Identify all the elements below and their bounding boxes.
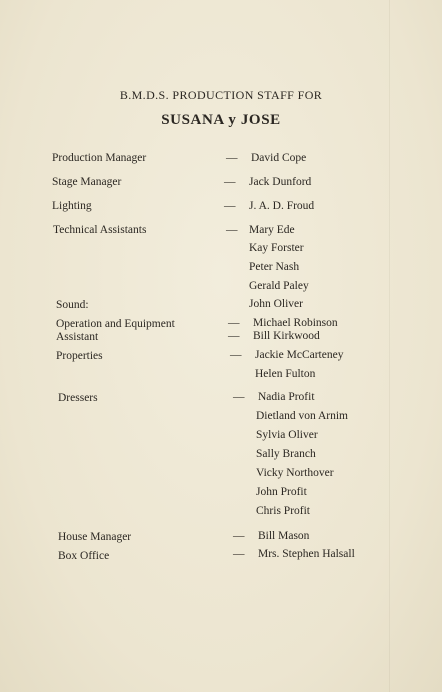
name-technical-assistant: Mary Ede — [249, 224, 295, 236]
production-title: SUSANA y JOSE — [161, 112, 281, 128]
role-box-office: Box Office — [58, 550, 110, 562]
dash: — — [226, 224, 238, 236]
role-properties: Properties — [56, 350, 103, 362]
name-operation-and-equipment: Michael Robinson — [253, 317, 338, 329]
name-dresser: Nadia Profit — [258, 391, 315, 403]
name-house-manager: Bill Mason — [258, 530, 310, 542]
name-technical-assistant: Peter Nash — [249, 261, 300, 273]
dash: — — [230, 349, 242, 361]
name-technical-assistant: Kay Forster — [249, 242, 304, 254]
role-assistant: Assistant — [56, 331, 99, 343]
role-house-manager: House Manager — [58, 531, 132, 543]
dash: — — [233, 548, 245, 560]
role-dressers: Dressers — [58, 392, 98, 404]
name-dresser: Dietland von Arnim — [256, 410, 348, 422]
name-properties: Helen Fulton — [255, 368, 316, 380]
dash: — — [224, 176, 236, 188]
name-box-office: Mrs. Stephen Halsall — [258, 548, 355, 560]
role-stage-manager: Stage Manager — [52, 176, 122, 188]
role-lighting: Lighting — [52, 200, 92, 212]
name-lighting: J. A. D. Froud — [249, 200, 315, 212]
name-sound: John Oliver — [249, 298, 303, 310]
name-dresser: Chris Profit — [256, 505, 310, 517]
dash: — — [228, 317, 240, 329]
name-stage-manager: Jack Dunford — [249, 176, 312, 188]
dash: — — [226, 152, 238, 164]
name-assistant: Bill Kirkwood — [253, 330, 320, 342]
dash: — — [233, 391, 245, 403]
name-dresser: John Profit — [256, 486, 307, 498]
role-sound: Sound: — [56, 299, 89, 311]
name-dresser: Sally Branch — [256, 448, 316, 460]
name-dresser: Sylvia Oliver — [256, 429, 318, 441]
dash: — — [233, 530, 245, 542]
name-properties: Jackie McCarteney — [255, 349, 344, 361]
name-technical-assistant: Gerald Paley — [249, 280, 309, 292]
dash: — — [224, 200, 236, 212]
name-dresser: Vicky Northover — [256, 467, 334, 479]
role-operation-and-equipment: Operation and Equipment — [56, 318, 175, 330]
role-technical-assistants: Technical Assistants — [53, 224, 147, 236]
paper-fold — [389, 0, 390, 692]
role-production-manager: Production Manager — [52, 152, 147, 164]
name-production-manager: David Cope — [251, 152, 307, 164]
page-heading: B.M.D.S. PRODUCTION STAFF FOR — [119, 88, 323, 102]
dash: — — [228, 330, 240, 342]
